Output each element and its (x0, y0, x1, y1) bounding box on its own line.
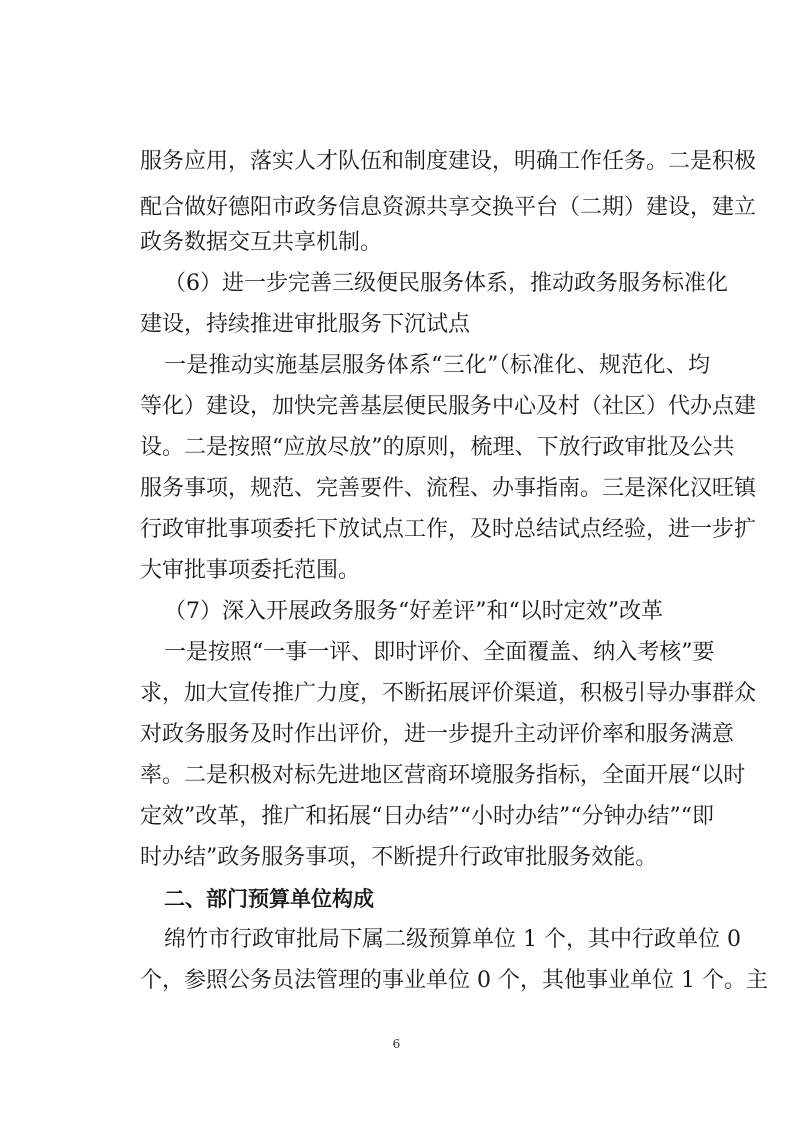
body-text-line: 设。二是按照“应放尽放”的原则，梳理、下放行政审批及公共 (140, 435, 735, 460)
page-number: 6 (392, 1037, 401, 1051)
body-text-line: 服务事项，规范、完善要件、流程、办事指南。三是深化汉旺镇 (140, 476, 757, 501)
section-heading-6: （6）进一步完善三级便民服务体系，推动政务服务标准化 (164, 271, 728, 296)
body-text-line: 等化）建设，加快完善基层便民服务中心及村（社区）代办点建 (140, 394, 757, 419)
body-text-line: 时办结”政务服务事项，不断提升行政审批服务效能。 (140, 845, 658, 870)
body-text-line: 大审批事项委托范围。 (140, 558, 361, 583)
body-text-line: 对政务服务及时作出评价，进一步提升主动评价率和服务满意 (140, 722, 735, 747)
body-text-line: 一是按照“一事一评、即时评价、全面覆盖、纳入考核”要 (164, 640, 715, 665)
section-heading-2: 二、部门预算单位构成 (164, 887, 374, 911)
body-text-line: 求，加大宣传推广力度，不断拓展评价渠道，积极引导办事群众 (140, 681, 757, 706)
body-text-line: 政务数据交互共享机制。 (140, 230, 383, 255)
section-heading-6-continued: 建设，持续推进审批服务下沉试点 (140, 312, 471, 337)
body-text-line: 个，参照公务员法管理的事业单位 0 个，其他事业单位 1 个。主 (140, 968, 768, 993)
body-text-line: 一是推动实施基层服务体系“三化”（标准化、规范化、均 (164, 353, 710, 378)
body-text-line: 定效”改革，推广和拓展“日办结”“小时办结”“分钟办结”“即 (140, 804, 714, 829)
section-heading-7: （7）深入开展政务服务“好差评”和“以时定效”改革 (164, 599, 663, 624)
body-text-line: 配合做好德阳市政务信息资源共享交换平台（二期）建设，建立 (140, 195, 757, 220)
body-text-line: 服务应用，落实人才队伍和制度建设，明确工作任务。二是积极 (140, 149, 757, 174)
body-text-line: 绵竹市行政审批局下属二级预算单位 1 个，其中行政单位 0 (164, 927, 741, 952)
body-text-line: 行政审批事项委托下放试点工作，及时总结试点经验，进一步扩 (140, 517, 757, 542)
body-text-line: 率。二是积极对标先进地区营商环境服务指标，全面开展“以时 (140, 763, 746, 788)
